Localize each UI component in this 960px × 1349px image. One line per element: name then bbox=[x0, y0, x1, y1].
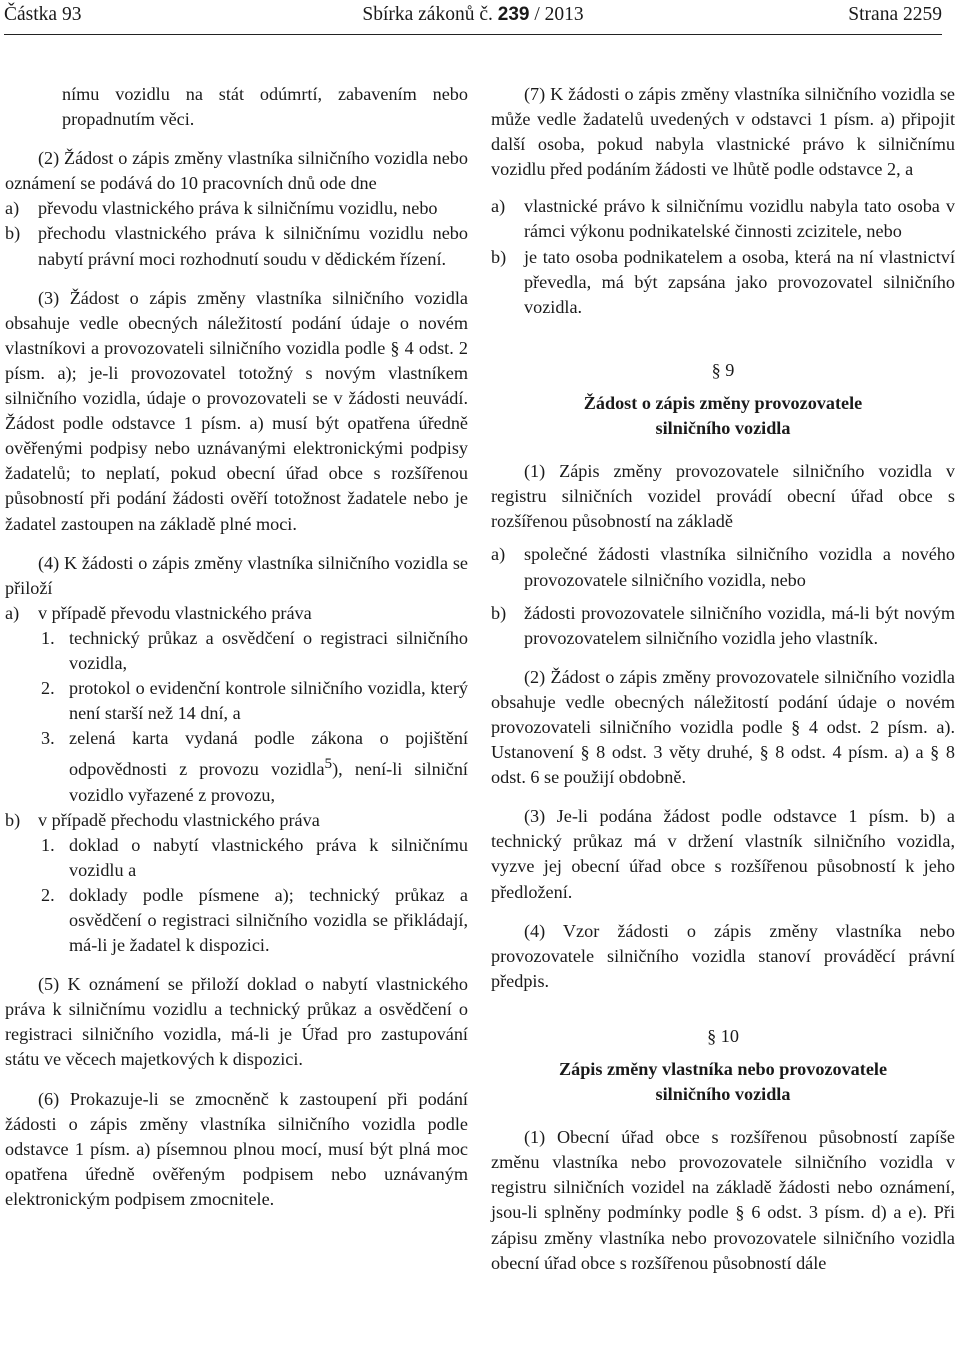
list-item-a bbox=[491, 194, 955, 244]
paragraph-3: (3) Žádost o zápis změny vlastníka silničního vozidla obsahuje vedle obecných náležitostí podání údaje o novém vlastníkovi a provozovateli silničního vozidla podle § 4 odst. 2 písm. a); je-li provozovatel totožný s novým vlastníkem silničního vozidla, údaje o provozovateli se v žádosti neuvádí. Žádost podle odstavce 1 písm. a) musí být opatřena úředně ověřenými podpisy nebo uznávanými elektronickými podpisy žadatelů; to neplatí, pokud obecní úřad obce s rozšířenou působností při podání žádosti ověří totožnost žadatele nebo je žadatel zastoupen na základě plné moci. bbox=[5, 287, 468, 534]
section-title-line-2: silničního vozidla bbox=[655, 418, 791, 439]
paragraph-3: (3) Je-li podána žádost podle odstavce 1 písm. b) a technický průkaz má v držení vlastník silničního vozidla, vyzve jej obecní úřad obce s rozšířenou působností k jeho předložení. bbox=[491, 806, 955, 902]
list-item-text: žádosti provozovatele silničního vozidla, má-li být novým provozovatelem silničního vozidla jeho vlastník. bbox=[524, 602, 955, 648]
list-marker: a) bbox=[491, 544, 506, 565]
footnote-ref: 5 bbox=[324, 755, 333, 773]
list-item-b bbox=[491, 245, 955, 320]
paragraph-6: (6) Prokazuje-li se zmocněnč k zastoupení při podání žádosti o zápis změny vlastníka silničního vozidla podle odstavce 1 písm. a) písemnou plnou mocí, musí být plná moc opatřena úředně ověřeným podpisem nebo uznávaným elektronickým podpisem zmocnitele. bbox=[5, 1088, 468, 1209]
section-title: Zápis změny vlastníka nebo provozovatele bbox=[558, 1059, 888, 1079]
list-item-text: společné žádosti vlastníka silničního vozidla a nového provozovatele silničního vozidla, nebo bbox=[524, 544, 955, 590]
sub-marker: 1. bbox=[41, 627, 55, 648]
list-item-text: je tato osoba podnikatelem a osoba, která na ní vlastnictví převedla, má být zapsána jako provozovatel silničního vozidla. bbox=[524, 246, 955, 317]
paragraph-7: (7) K žádosti o zápis změny vlastníka silničního vozidla se může vedle žadatelů uvedených v odstavci 1 písm. a) připojit další osoba, pokud nabyla vlastnické právo k silničnímu vozidlu před podáním žádosti ve lhůtě podle odstavce 2, a bbox=[491, 84, 955, 180]
sub-item-text-cont: ), není-li silniční vozidlo vyřazené z provozu, bbox=[69, 759, 468, 805]
paragraph-1: (1) Obecní úřad obce s rozšířenou působností zapíše změnu vlastníka nebo provozovatele silničního vozidla v registru silničních vozidel na základě žádosti nebo oznámení, jsou-li splněny podmínky podle § 6 odst. 3 písm. d) a e). Při zápisu změny vlastníka nebo provozovatele silničního vozidla obecní úřad obce s rozšířenou působností dále bbox=[491, 1127, 955, 1273]
list-item-b bbox=[491, 601, 955, 651]
paragraph-4: (4) K žádosti o zápis změny vlastníka silničního vozidla se přiloží bbox=[5, 552, 468, 598]
list-item-a bbox=[491, 542, 955, 592]
collection-prefix: Sbírka zákonů č. bbox=[362, 4, 493, 25]
section-title: Žádost o zápis změny provozovatele bbox=[583, 392, 863, 413]
list-item-text: vlastnické právo k silničnímu vozidlu nabyla tato osoba v rámci výkonu podnikatelské činnosti zcizitele, nebo bbox=[524, 196, 955, 242]
list-item-b bbox=[5, 221, 468, 271]
part-number: Částka 93 bbox=[4, 4, 82, 25]
sub-item-text: doklady podle písmene a); technický průkaz a osvědčení o registraci silničního vozidla se přikládají, má-li je žadatel k dispozici. bbox=[69, 884, 468, 956]
page-number: Strana 2259 bbox=[848, 4, 942, 25]
paragraph-5: (5) K oznámení se přiloží doklad o nabytí vlastnického práva k silničnímu vozidlu a technický průkaz a osvědčení o registraci silničního vozidla, má-li je Úřad pro zastupování státu ve věcech majetkových k dispozici. bbox=[5, 974, 468, 1070]
paragraph-1: (1) Zápis změny provozovatele silničního vozidla v registru silničních vozidel provádí obecní úřad obce s rozšířenou působností na základě bbox=[491, 461, 955, 532]
section-number: § 10 bbox=[707, 1025, 739, 1046]
sub-item-1 bbox=[5, 626, 468, 676]
sub-item-text: protokol o evidenční kontrole silničního vozidla, který není starší než 14 dní, a bbox=[69, 678, 468, 724]
paragraph-2: (2) Žádost o zápis změny provozovatele silničního vozidla obsahuje vedle obecných náležitostí podání údaje o novém provozovateli silničního vozidla podle § 4 odst. 2 písm. a). Ustanovení § 8 odst. 3 věty druhé, § 8 odst. 4 písm. a) a § 8 odst. 6 se použijí obdobně. bbox=[491, 666, 955, 788]
law-year: / 2013 bbox=[534, 4, 584, 25]
sub-marker: 2. bbox=[41, 884, 55, 905]
list-item-a bbox=[5, 601, 468, 626]
left-column bbox=[5, 82, 468, 1212]
list-marker: a) bbox=[5, 198, 20, 219]
collection-title bbox=[4, 4, 942, 26]
right-column bbox=[491, 82, 955, 1276]
sub-item-text: doklad o nabytí vlastnického práva k silničnímu vozidlu a bbox=[69, 834, 468, 880]
list-item-text: přechodu vlastnického práva k silničnímu vozidlu nebo nabytí právní moci rozhodnutí soudu v dědickém řízení. bbox=[38, 223, 468, 269]
list-item-a bbox=[5, 196, 468, 221]
sub-item-text: zelená karta vydaná podle zákona o pojištění odpovědnosti z provozu vozidla bbox=[69, 728, 468, 780]
paragraph-continuation: nímu vozidlu na stát odúmrtí, zabavením nebo propadnutím věci. bbox=[62, 84, 468, 130]
list-item-text: převodu vlastnického práva k silničnímu vozidlu, nebo bbox=[38, 198, 438, 219]
section-number: § 9 bbox=[711, 359, 735, 380]
header-rule bbox=[4, 34, 942, 35]
sub-marker: 3. bbox=[41, 728, 55, 749]
list-marker: a) bbox=[491, 196, 506, 217]
list-marker: b) bbox=[5, 223, 21, 244]
list-marker: a) bbox=[5, 602, 20, 623]
list-item-b bbox=[5, 808, 468, 833]
list-marker: b) bbox=[491, 246, 507, 267]
sub-marker: 2. bbox=[41, 678, 55, 699]
section-title-line-2: silničního vozidla bbox=[655, 1084, 791, 1105]
list-marker: b) bbox=[5, 809, 21, 830]
sub-item-2 bbox=[5, 676, 468, 726]
list-item-text: v případě přechodu vlastnického práva bbox=[38, 809, 320, 830]
sub-item-1 bbox=[5, 833, 468, 883]
sub-marker: 1. bbox=[41, 834, 55, 855]
list-marker: b) bbox=[491, 602, 507, 623]
law-number: 239 bbox=[497, 4, 530, 25]
sub-item-2 bbox=[5, 883, 468, 958]
page-header bbox=[4, 4, 942, 32]
paragraph-4: (4) Vzor žádosti o zápis změny vlastníka nebo provozovatele silničního vozidla stanoví prováděcí právní předpis. bbox=[491, 920, 955, 991]
sub-item-text: technický průkaz a osvědčení o registraci silničního vozidla, bbox=[69, 627, 468, 673]
sub-item-3 bbox=[5, 726, 468, 807]
paragraph-2: (2) Žádost o zápis změny vlastníka silničního vozidla nebo oznámení se podává do 10 pracovních dnů ode dne bbox=[5, 148, 468, 194]
list-item-text: v případě převodu vlastnického práva bbox=[38, 602, 312, 623]
